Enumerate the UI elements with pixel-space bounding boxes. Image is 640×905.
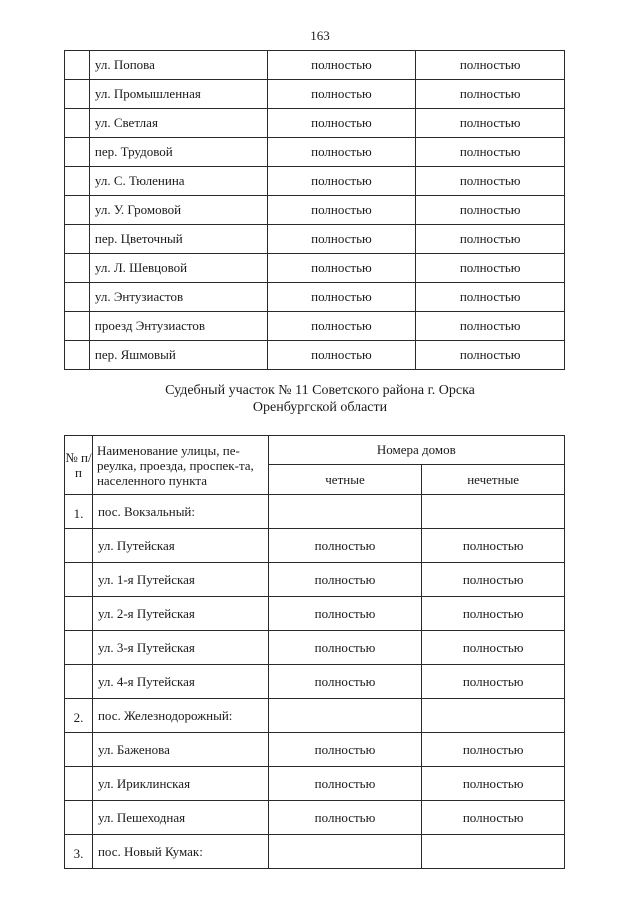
- table-row: [65, 51, 565, 80]
- court-district-streets-table: [64, 435, 565, 869]
- odd-cell: полностью: [416, 80, 565, 109]
- street-name-cell: пер. Цветочный: [89, 225, 267, 254]
- street-name-cell: пос. Железнодорожный:: [92, 699, 268, 733]
- street-name-cell: ул. Путейская: [92, 529, 268, 563]
- street-name-cell: ул. Энтузиастов: [89, 283, 267, 312]
- street-name-cell: ул. 3-я Путейская: [92, 631, 268, 665]
- table-row: [65, 529, 565, 563]
- number-cell: [65, 283, 90, 312]
- even-cell: полностью: [267, 109, 416, 138]
- table-row: [65, 699, 565, 733]
- number-cell: [65, 341, 90, 370]
- streets-table-body: [65, 51, 565, 370]
- odd-cell: [422, 835, 565, 869]
- street-name-cell: ул. 2-я Путейская: [92, 597, 268, 631]
- number-cell: [65, 529, 93, 563]
- even-cell: полностью: [267, 254, 416, 283]
- table-row: [65, 631, 565, 665]
- odd-cell: полностью: [416, 167, 565, 196]
- number-cell: [65, 563, 93, 597]
- number-cell: [65, 80, 90, 109]
- even-cell: полностью: [268, 733, 422, 767]
- number-cell: [65, 196, 90, 225]
- number-cell: 2.: [65, 699, 93, 733]
- street-name-cell: пер. Трудовой: [89, 138, 267, 167]
- table-row: [65, 254, 565, 283]
- even-cell: полностью: [268, 529, 422, 563]
- odd-cell: полностью: [416, 283, 565, 312]
- header-odd: нечетные: [422, 465, 565, 495]
- even-cell: полностью: [268, 597, 422, 631]
- street-name-cell: ул. Попова: [89, 51, 267, 80]
- even-cell: полностью: [267, 283, 416, 312]
- even-cell: полностью: [267, 341, 416, 370]
- odd-cell: полностью: [416, 254, 565, 283]
- number-cell: [65, 138, 90, 167]
- number-cell: [65, 109, 90, 138]
- number-cell: [65, 51, 90, 80]
- odd-cell: полностью: [422, 801, 565, 835]
- even-cell: полностью: [268, 801, 422, 835]
- table-row: [65, 835, 565, 869]
- table-row: [65, 767, 565, 801]
- number-cell: 3.: [65, 835, 93, 869]
- street-name-cell: ул. Л. Шевцовой: [89, 254, 267, 283]
- table-row: [65, 665, 565, 699]
- number-cell: [65, 167, 90, 196]
- number-cell: [65, 665, 93, 699]
- table-row: [65, 341, 565, 370]
- odd-cell: полностью: [422, 733, 565, 767]
- section-heading-line1: Судебный участок № 11 Советского района г. Орска: [165, 383, 475, 398]
- number-cell: [65, 254, 90, 283]
- even-cell: полностью: [267, 51, 416, 80]
- even-cell: [268, 835, 422, 869]
- table-row: [65, 733, 565, 767]
- odd-cell: полностью: [416, 225, 565, 254]
- header-house-numbers: Номера домов: [268, 436, 564, 465]
- street-name-cell: проезд Энтузиастов: [89, 312, 267, 341]
- number-cell: [65, 631, 93, 665]
- even-cell: полностью: [267, 225, 416, 254]
- odd-cell: полностью: [422, 597, 565, 631]
- number-cell: [65, 312, 90, 341]
- table-row: [65, 563, 565, 597]
- odd-cell: [422, 699, 565, 733]
- odd-cell: полностью: [422, 767, 565, 801]
- table-header: [65, 436, 565, 495]
- street-name-cell: ул. 4-я Путейская: [92, 665, 268, 699]
- table-row: [65, 495, 565, 529]
- odd-cell: полностью: [416, 51, 565, 80]
- table-row: [65, 597, 565, 631]
- even-cell: полностью: [268, 631, 422, 665]
- table-row: [65, 283, 565, 312]
- odd-cell: полностью: [416, 109, 565, 138]
- odd-cell: [422, 495, 565, 529]
- table-row: [65, 225, 565, 254]
- number-cell: [65, 801, 93, 835]
- header-number: № п/п: [65, 436, 93, 495]
- even-cell: полностью: [267, 138, 416, 167]
- table-body: [65, 495, 565, 869]
- odd-cell: полностью: [422, 529, 565, 563]
- odd-cell: полностью: [416, 312, 565, 341]
- street-name-cell: ул. Пешеходная: [92, 801, 268, 835]
- street-name-cell: пос. Новый Кумак:: [92, 835, 268, 869]
- street-name-cell: ул. Ириклинская: [92, 767, 268, 801]
- street-name-cell: ул. Светлая: [89, 109, 267, 138]
- table-row: [65, 801, 565, 835]
- table-row: [65, 167, 565, 196]
- street-name-cell: ул. 1-я Путейская: [92, 563, 268, 597]
- street-name-cell: пер. Яшмовый: [89, 341, 267, 370]
- odd-cell: полностью: [422, 665, 565, 699]
- odd-cell: полностью: [416, 196, 565, 225]
- section-heading: [0, 382, 640, 416]
- even-cell: полностью: [267, 196, 416, 225]
- odd-cell: полностью: [416, 138, 565, 167]
- section-heading-line2: Оренбургской области: [252, 400, 388, 415]
- even-cell: полностью: [268, 767, 422, 801]
- odd-cell: полностью: [416, 341, 565, 370]
- street-name-cell: ул. Баженова: [92, 733, 268, 767]
- street-name-cell: ул. С. Тюленина: [89, 167, 267, 196]
- even-cell: полностью: [267, 80, 416, 109]
- number-cell: [65, 767, 93, 801]
- table-row: [65, 109, 565, 138]
- streets-table-continued: [64, 50, 565, 370]
- street-name-cell: ул. Промышленная: [89, 80, 267, 109]
- table-row: [65, 80, 565, 109]
- page-number: 163: [310, 28, 330, 43]
- street-name-cell: ул. У. Громовой: [89, 196, 267, 225]
- number-cell: [65, 733, 93, 767]
- even-cell: полностью: [267, 167, 416, 196]
- even-cell: полностью: [267, 312, 416, 341]
- table-row: [65, 138, 565, 167]
- number-cell: [65, 225, 90, 254]
- street-name-cell: пос. Вокзальный:: [92, 495, 268, 529]
- even-cell: [268, 699, 422, 733]
- header-street-name: Наименование улицы, пе-реулка, проезда, проспек-та, населенного пункта: [92, 436, 268, 495]
- even-cell: полностью: [268, 665, 422, 699]
- table-row: [65, 196, 565, 225]
- header-even: четные: [268, 465, 422, 495]
- even-cell: полностью: [268, 563, 422, 597]
- table-row: [65, 312, 565, 341]
- number-cell: 1.: [65, 495, 93, 529]
- odd-cell: полностью: [422, 563, 565, 597]
- odd-cell: полностью: [422, 631, 565, 665]
- even-cell: [268, 495, 422, 529]
- number-cell: [65, 597, 93, 631]
